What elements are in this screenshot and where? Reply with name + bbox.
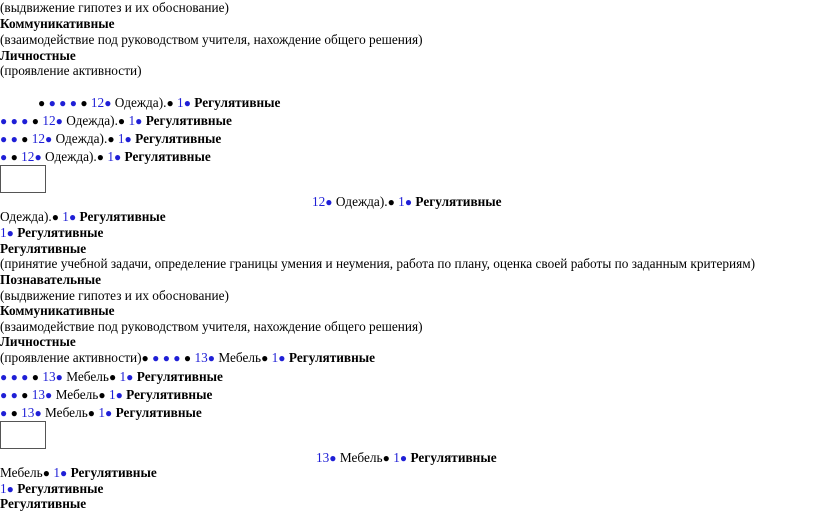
number-1: 1: [98, 405, 106, 420]
bullet-line-10: [0, 387, 212, 403]
bullet-line-1: [38, 95, 280, 111]
label-regulative: Регулятивные: [17, 481, 104, 496]
bullet-line-5: [312, 194, 502, 210]
dot-icon: ●: [0, 150, 8, 164]
dot-icon: ●: [21, 114, 29, 128]
dot-icon: ●: [404, 195, 413, 209]
number-13: 13: [31, 387, 46, 402]
dot-icon: ●: [207, 351, 215, 365]
dot-icon: ●: [152, 351, 160, 365]
dot-icon: ●: [98, 388, 106, 402]
label-regulative: Регулятивные: [145, 113, 232, 128]
dot-icon: ●: [38, 96, 46, 110]
bullet-line-9: [0, 369, 223, 385]
heading-communicative: Коммуникативные: [0, 16, 115, 31]
label-regulative: Регулятивные: [79, 209, 166, 224]
number-1: 1: [108, 387, 116, 402]
dot-icon: ●: [183, 351, 192, 365]
dot-icon: ●: [45, 132, 53, 146]
text-furniture: Мебель: [55, 387, 99, 402]
dot-icon: ●: [42, 466, 50, 480]
text-hypothesis: (выдвижение гипотез и их обоснование): [0, 0, 229, 15]
number-1: 1: [177, 95, 184, 110]
label-regulative: Регулятивные: [17, 225, 104, 240]
text-interaction: (взаимодействие под руководством учителя, нахождение общего решения): [0, 32, 423, 47]
number-12: 12: [31, 131, 46, 146]
text-clothes: Одежда).: [66, 113, 118, 128]
dot-icon: ●: [21, 132, 29, 146]
dot-icon: ●: [10, 114, 18, 128]
label-regulative: Регулятивные: [70, 465, 157, 480]
empty-frame: [0, 165, 46, 193]
dot-icon: ●: [48, 96, 56, 110]
bullet-line-3: [0, 131, 221, 147]
bullet-line-4: [0, 149, 211, 165]
number-13: 13: [21, 405, 35, 420]
dot-icon: ●: [135, 114, 143, 128]
dot-icon: ●: [0, 406, 8, 420]
dot-icon: ●: [329, 451, 337, 465]
bullet-line-6: [0, 209, 166, 225]
text-furniture: Мебель: [66, 369, 109, 384]
dot-icon: ●: [141, 351, 149, 365]
text-hypothesis: (выдвижение гипотез и их обоснование): [0, 288, 229, 303]
bullet-line-12: [316, 450, 497, 466]
dot-icon: ●: [87, 406, 96, 420]
dot-icon: ●: [108, 370, 117, 384]
heading-personal: Личностные: [0, 334, 76, 349]
dot-icon: ●: [10, 370, 18, 384]
bullet-line-2: [0, 113, 232, 129]
dot-icon: ●: [6, 226, 14, 240]
bullet-line-11: [0, 405, 202, 421]
text-clothes: Одежда).: [55, 131, 108, 146]
dot-icon: ●: [21, 370, 29, 384]
text-clothes: Одежда).: [0, 209, 52, 224]
dot-icon: ●: [124, 132, 132, 146]
dot-icon: ●: [162, 351, 170, 365]
dot-icon: ●: [10, 150, 18, 164]
text-interaction: (взаимодействие под руководством учителя, нахождение общего решения): [0, 319, 423, 334]
dot-icon: ●: [325, 195, 333, 209]
dot-icon: ●: [117, 114, 126, 128]
dot-icon: ●: [278, 351, 286, 365]
text-activity: (проявление активности): [0, 350, 142, 365]
dot-icon: ●: [126, 370, 134, 384]
heading-cognitive: Познавательные: [0, 272, 101, 287]
number-12: 12: [42, 113, 56, 128]
number-1: 1: [107, 149, 114, 164]
text-activity: (проявление активности): [0, 63, 142, 78]
dot-icon: ●: [69, 96, 77, 110]
dot-icon: ●: [115, 388, 123, 402]
dot-icon: ●: [105, 406, 113, 420]
dot-icon: ●: [0, 132, 8, 146]
dot-icon: ●: [51, 210, 59, 224]
dot-icon: ●: [55, 370, 63, 384]
dot-icon: ●: [261, 351, 269, 365]
dot-icon: ●: [399, 451, 408, 465]
text-regulative-desc: (принятие учебной задачи, определение границы умения и неумения, работа по плану, оценка своей работы по заданным критериям): [0, 256, 756, 271]
label-regulative: Регулятивные: [124, 149, 211, 164]
number-1: 1: [271, 350, 279, 365]
heading-regulative: Регулятивные: [0, 496, 87, 511]
dot-icon: ●: [31, 370, 39, 384]
label-regulative: Регулятивные: [135, 131, 222, 146]
dot-icon: ●: [10, 132, 18, 146]
number-12: 12: [312, 194, 326, 209]
dot-icon: ●: [59, 466, 68, 480]
dot-icon: ●: [10, 388, 18, 402]
dot-icon: ●: [6, 482, 14, 496]
dot-icon: ●: [0, 388, 8, 402]
heading-communicative: Коммуникативные: [0, 303, 115, 318]
dot-icon: ●: [31, 114, 39, 128]
bullet-line-8: [0, 350, 375, 366]
dot-icon: ●: [21, 388, 29, 402]
label-regulative: Регулятивные: [115, 405, 202, 420]
bullet-line-7: [0, 225, 103, 241]
bullet-line-14: [0, 481, 103, 497]
dot-icon: ●: [107, 132, 115, 146]
dot-icon: ●: [0, 114, 8, 128]
dot-icon: ●: [59, 96, 67, 110]
number-1: 1: [0, 225, 7, 240]
text-clothes: Одежда).: [45, 149, 97, 164]
dot-icon: ●: [183, 96, 191, 110]
number-13: 13: [194, 350, 208, 365]
number-12: 12: [21, 149, 35, 164]
label-regulative: Регулятивные: [194, 95, 281, 110]
label-regulative: Регулятивные: [410, 450, 497, 465]
dot-icon: ●: [96, 150, 104, 164]
text-furniture: Мебель: [218, 350, 262, 365]
text-furniture: Мебель: [0, 465, 43, 480]
dot-icon: ●: [387, 195, 395, 209]
dot-icon: ●: [104, 96, 112, 110]
number-12: 12: [90, 95, 105, 110]
dot-icon: ●: [68, 210, 77, 224]
label-regulative: Регулятивные: [415, 194, 502, 209]
number-1: 1: [393, 450, 400, 465]
heading-regulative: Регулятивные: [0, 241, 87, 256]
dot-icon: ●: [382, 451, 390, 465]
number-1: 1: [117, 131, 125, 146]
empty-frame: [0, 421, 46, 449]
dot-icon: ●: [10, 406, 18, 420]
number-1: 1: [62, 209, 69, 224]
number-13: 13: [42, 369, 56, 384]
dot-icon: ●: [166, 96, 174, 110]
text-clothes: Одежда).: [335, 194, 388, 209]
label-regulative: Регулятивные: [288, 350, 376, 365]
dot-icon: ●: [34, 150, 42, 164]
number-1: 1: [119, 369, 127, 384]
bullet-line-13: [0, 465, 157, 481]
text-furniture: Мебель: [339, 450, 383, 465]
heading-personal: Личностные: [0, 48, 76, 63]
number-1: 1: [53, 465, 60, 480]
dot-icon: ●: [55, 114, 63, 128]
number-1: 1: [0, 481, 7, 496]
label-regulative: Регулятивные: [126, 387, 213, 402]
dot-icon: ●: [80, 96, 88, 110]
dot-icon: ●: [173, 351, 181, 365]
dot-icon: ●: [45, 388, 53, 402]
text-furniture: Мебель: [45, 405, 88, 420]
number-1: 1: [128, 113, 136, 128]
dot-icon: ●: [34, 406, 42, 420]
dot-icon: ●: [113, 150, 122, 164]
dot-icon: ●: [0, 370, 8, 384]
label-regulative: Регулятивные: [136, 369, 223, 384]
number-13: 13: [316, 450, 330, 465]
number-1: 1: [398, 194, 405, 209]
text-clothes: Одежда).: [114, 95, 167, 110]
